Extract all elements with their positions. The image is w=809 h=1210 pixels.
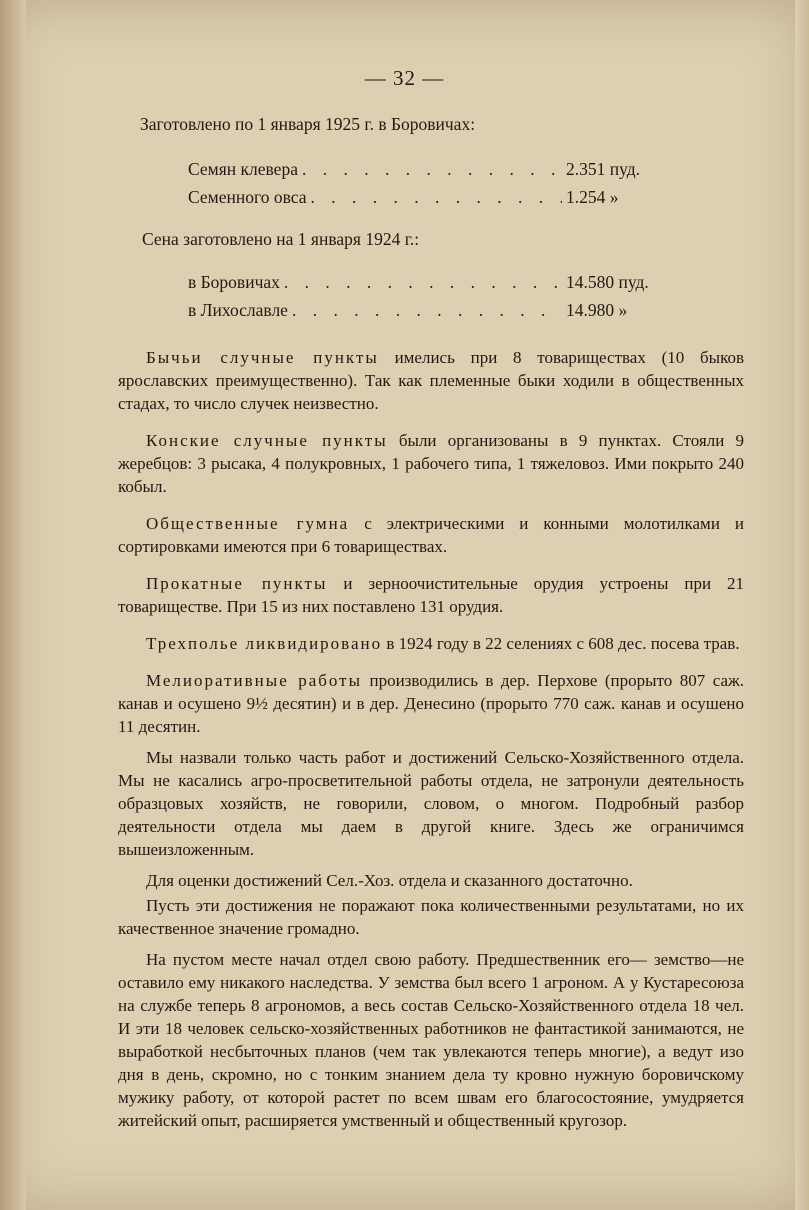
page-edge-shadow	[795, 0, 809, 1210]
item-value: 14.580 пуд.	[566, 272, 649, 292]
page-number: — 32 —	[364, 66, 445, 90]
paragraph-threshing-floors	[118, 512, 744, 558]
item-label: Семенного овса	[188, 187, 307, 207]
paragraph-summary: Мы назвали только часть работ и достижений Сельско-Хозяйственного отдела. Мы не касались агро-просветительной работы отдела, не затронули деятельность образцовых хозяйств, не говорили, словом, о многом. Подробный разбор деятельности отдела мы даем в другой книге. Здесь же ограничимся вышеизложенным.	[118, 748, 744, 859]
paragraph-three-field	[118, 632, 744, 655]
section-heading-seeds: Заготовлено по 1 января 1925 г. в Боровичах:	[140, 114, 476, 134]
paragraph-lead: Прокатные пункты	[146, 574, 328, 593]
page-binding-shadow	[0, 0, 26, 1210]
item-label: в Лихославле	[188, 300, 288, 320]
paragraph-history: На пустом месте начал отдел свою работу. Предшественник его— земство—не оставило ему никакого наследства. У земства был всего 1 агроном. А у Кустаресоюза на службе теперь 8 агрономов, а весь состав Сельско-Хозяйственного отдела 18 чел. И эти 18 человек сельско-хозяйственных работников не фантастикой занимаются, не выработкой несбыточных планов (чем так увлекаются теперь многие), а ведут изо дня в день, скромно, но с тонким знанием дела ту кровно нужную боровичскому мужику работу, от которой растет по всем швам его благосостояние, умудряется житейский опыт, расширяется умственный и общественный кругозор.	[118, 950, 744, 1130]
item-value: 2.351 пуд.	[566, 159, 641, 179]
item-label: в Боровичах	[188, 272, 280, 292]
page-content	[118, 110, 744, 1132]
item-value: 14.980 »	[566, 300, 628, 320]
list-item	[188, 296, 650, 324]
paragraph-rental-points	[118, 572, 744, 618]
paragraph-horse-stations	[118, 429, 744, 498]
seeds-list	[188, 155, 744, 211]
paragraph-lead: Бычьи случные пункты	[146, 348, 379, 367]
leader-dots	[292, 296, 562, 324]
list-item	[188, 268, 650, 296]
item-label: Семян клевера	[188, 159, 298, 179]
section-heading-hay: Сена заготовлено на 1 января 1924 г.:	[142, 229, 420, 249]
list-item	[188, 183, 650, 211]
paragraph-text: производились в дер. Перхове (прорыто 807 саж. канав и осушено 9½ десятин) и в дер. Денесино (прорыто 770 саж. канав и осушено 11 десятин.	[118, 671, 744, 736]
leader-dots	[311, 183, 562, 211]
list-item	[188, 155, 650, 183]
paragraph-assessment: Для оценки достижений Сел.-Хоз. отдела и сказанного достаточно.	[146, 871, 633, 890]
paragraph-lead: Общественные гумна	[146, 514, 350, 533]
paragraph-lead: Трехполье ликвидировано	[146, 634, 383, 653]
paragraph-lead: Конские случные пункты	[146, 431, 388, 450]
paragraph-lead: Мелиоративные работы	[146, 671, 363, 690]
paragraph-text: были организованы в 9 пунктах. Стояли 9 жеребцов: 3 рысака, 4 полукровных, 1 рабочего типа, 1 тяжеловоз. Ими покрыто 240 кобыл.	[118, 431, 745, 496]
paragraph-bull-stations	[118, 346, 744, 415]
paragraph-results: Пусть эти достижения не поражают пока количественными результатами, но их качественное значение громадно.	[118, 896, 744, 938]
paragraph-text: в 1924 году в 22 селениях с 608 дес. посева трав.	[382, 634, 740, 653]
hay-list	[188, 268, 744, 324]
item-value: 1.254 »	[566, 187, 619, 207]
leader-dots	[284, 268, 562, 296]
paragraph-text: имелись при 8 товариществах (10 быков ярославских преимущественно). Так как племенные быки ходили в общественных стадах, то число случек неизвестно.	[118, 348, 745, 413]
paragraph-melioration	[118, 669, 744, 738]
paragraph-text: с электрическими и конными молотилками и сортировками имеются при 6 товариществах.	[118, 514, 744, 556]
leader-dots	[302, 155, 562, 183]
paragraph-text: и зерноочистительные орудия устроены при 21 товариществе. При 15 из них поставлено 131 орудия.	[118, 574, 744, 616]
